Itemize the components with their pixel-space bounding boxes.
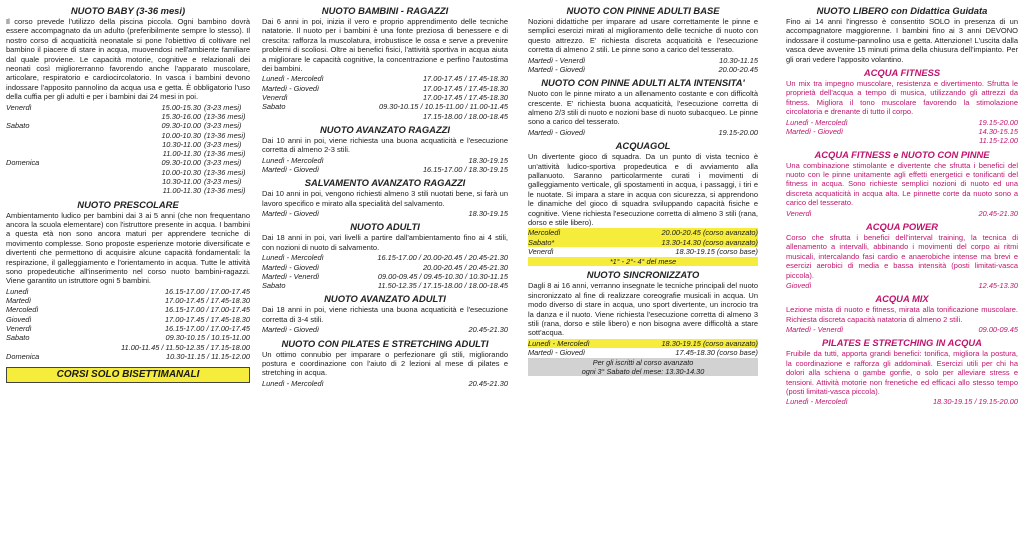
schedule-time: 09.00-09.45 (978, 325, 1018, 335)
schedule-row (6, 305, 250, 314)
section-title: NUOTO BABY (3-36 mesi) (70, 5, 186, 16)
schedule-row (528, 339, 758, 348)
schedule-day: Domenica (6, 158, 40, 168)
schedule-row (262, 84, 508, 93)
schedule-day: Martedì - Giovedì (262, 325, 320, 335)
schedule-time: 15.30-16.00 (161, 111, 201, 121)
schedule-age: (3-23 mesi) (204, 177, 242, 187)
schedule-row (6, 315, 250, 324)
schedule (262, 209, 508, 218)
schedule-time: 09.30-10.15 / 10.15-11.00 / 11.00-11.45 (378, 102, 508, 112)
section-text: Dai 10 anni in poi, vengono richiesti almeno 3 stili nuotati bene, si farà un lavoro specifico e mirato alla specialità del salvamento. (262, 189, 508, 208)
schedule-time: 11.50-12.35 / 17.15-18.00 / 18.00-18.45 (377, 281, 508, 291)
section-title: NUOTO CON PILATES E STRETCHING ADULTI (281, 337, 489, 349)
section-nuoto-avanzato-adulti (262, 293, 508, 334)
schedule-day: Sabato (262, 281, 286, 291)
schedule-time: 17.00-17.45 / 17.45-18.30 (422, 93, 508, 103)
schedule-row (786, 118, 1018, 127)
schedule-row (262, 112, 508, 121)
schedule-time: 17.15-18.00 / 18.00-18.45 (422, 111, 508, 121)
schedule-age: (13-36 mesi) (204, 130, 246, 140)
schedule-day: Lunedì - Mercoledì (786, 397, 848, 407)
schedule-row (6, 168, 250, 177)
schedule-time: 09.30-10.00 (161, 121, 201, 131)
schedule-day (6, 168, 76, 177)
section-fitness-pinne (786, 149, 1018, 218)
schedule-day: Martedì - Venerdì (786, 325, 844, 335)
section-text: Un divertente gioco di squadra. Da un punto di vista tecnico è un'attività ludico-sportiva propedeutica e di avviamento alla pallanuoto. Saranno particolarmente curati i movimenti di galleggiamento verticale, gli spostamenti in acqua, i passaggi, i tiri e le nuotate. Si impara a stare in acqua con sicurezza, si apprendono le dinamiche del gioco di squadra sviluppando capacità fisiche e cognitive. Viene richiesta l'esecuzione corretta di almeno 3 stili (rana, dorso e stile libero). (528, 152, 758, 227)
schedule-row (262, 102, 508, 111)
schedule-row (6, 333, 250, 342)
schedule-day: Martedì - Venerdì (262, 271, 320, 281)
schedule-row (6, 158, 250, 167)
section-text: Ambientamento ludico per bambini dai 3 ai 5 anni (che non frequentano ancora la scuola elementare) con l'istruttore presente in acqua. I bambini a questa età non sono ancora maturi per apprendere tecniche di movimento complesse. Sono proposte esperienze motorie diversificate e divertenti che permettono di acquisire alcune capacità fondamentali: la respirazione, il galleggiamento e l'orientamento in acqua. Tutte le attività sono propedeutiche all'inserimento nel corso nuoto bambini-ragazzi. Viene garantito un istruttore ogni 5 bambini. (6, 210, 250, 286)
schedule-time: 19.15-20.00 (978, 117, 1018, 127)
schedule-row (262, 325, 508, 334)
section-text: Un mix tra impegno muscolare, resistenza e divertimento. Sfrutta le proprietà dell'acqua a tempo di musica, utilizzando gli attrezzi da fitness. Migliora il tono muscolare favorendo la stimolazione circolatoria e drenante di tutto il corpo. (786, 79, 1018, 117)
schedule-day: Lunedì - Mercoledì (262, 155, 324, 165)
section-pinne-alta-intensita (528, 77, 758, 137)
schedule-row (262, 272, 508, 281)
schedule-time: 10.30-11.15 (719, 55, 758, 65)
schedule-row (6, 324, 250, 333)
schedule-time: 10.00-10.30 (161, 130, 201, 140)
section-title: ACQUA MIX (875, 293, 929, 305)
sincronizzato-note-2: ogni 3° Sabato del mese: 13.30-14.30 (528, 367, 758, 376)
section-title: NUOTO AVANZATO RAGAZZI (319, 123, 451, 135)
schedule-day: Lunedì - Mercoledì (262, 378, 324, 388)
schedule-day (6, 131, 76, 140)
schedule-row (262, 253, 508, 262)
schedule-time: 11.15-12.00 (979, 136, 1018, 146)
schedule-time: 18.30-19.15 (468, 155, 508, 165)
section-acqua-power (786, 221, 1018, 290)
schedule-time: 11.00-11.30 (162, 149, 201, 159)
section-nuoto-prescolare (6, 199, 250, 362)
schedule-day: Martedì - Giovedì (262, 209, 320, 219)
section-acqua-mix (786, 293, 1018, 334)
schedule-day: Lunedì - Mercoledì (262, 74, 324, 84)
schedule-row (6, 140, 250, 149)
section-title: ACQUA FITNESS (863, 67, 941, 79)
schedule-day: Sabato (6, 333, 30, 343)
schedule (262, 325, 508, 334)
section-text: Dai 10 anni in poi, viene richiesta una buona acquaticità e l'esecuzione corretta di almeno 2-3 stili. (262, 135, 508, 155)
schedule (786, 397, 1018, 406)
schedule-time: 11.00-11.45 / 11.50-12.35 / 17.15-18.00 (120, 342, 250, 352)
schedule-time: 14.30-15.15 (978, 126, 1018, 136)
acquagol-note: *1° - 2°- 4° del mese (528, 257, 758, 266)
schedule-row (6, 149, 250, 158)
schedule (262, 74, 508, 120)
bisettimanali-banner: CORSI SOLO BISETTIMANALI (6, 367, 250, 383)
schedule-day: Lunedì - Mercoledì (528, 338, 590, 348)
sincronizzato-note-1: Per gli iscritti al corso avanzato (528, 358, 758, 367)
schedule-day: Sabato (262, 102, 286, 112)
section-pilates-stretching (786, 337, 1018, 406)
schedule-day: Sabato* (528, 237, 555, 247)
schedule-day: Domenica (6, 351, 40, 361)
schedule-time: 18.30-19.15 (468, 209, 508, 219)
schedule-row (6, 131, 250, 140)
section-nuoto-adulti (262, 221, 508, 290)
schedule-time: 17.00-17.45 / 17.45-18.30 (164, 296, 250, 306)
section-title: NUOTO CON PINNE ADULTI ALTA INTENSITA' (541, 77, 745, 89)
section-text: Dai 18 anni in poi, vari livelli a partire dall'ambientamento fino ai 4 stili, con nozioni di nuoto di salvamento. (262, 233, 508, 252)
schedule-day (6, 149, 76, 158)
schedule-day (786, 136, 856, 145)
schedule-age: (3-23 mesi) (204, 121, 242, 131)
column-4 (786, 4, 1018, 533)
schedule (262, 156, 508, 175)
section-text: Dai 18 anni in poi, viene richiesta una buona acquaticità e l'esecuzione corretta di 3-4 stili. (262, 305, 508, 324)
schedule-row (6, 103, 250, 112)
schedule-time: 17.00-17.45 / 17.45-18.30 (164, 314, 250, 324)
section-acquagol (528, 140, 758, 266)
schedule-time: 10.00-10.30 (161, 167, 201, 177)
schedule-time: 17.45-18.30 (corso base) (675, 348, 758, 358)
section-title: NUOTO PRESCOLARE (77, 198, 179, 210)
schedule-day: Lunedì (6, 286, 29, 296)
section-salvamento (262, 177, 508, 218)
section-text: Lezione mista di nuoto e fitness, mirata alla tonificazione muscolare. Richiesta discreta capacità natatoria di almeno 2 stili. (786, 305, 1018, 324)
schedule-day: Lunedì - Mercoledì (262, 253, 324, 263)
column-2 (262, 4, 508, 533)
column-3 (528, 4, 758, 533)
column-1 (6, 4, 250, 533)
schedule (786, 281, 1018, 290)
schedule-row (262, 156, 508, 165)
schedule-row (528, 348, 758, 357)
schedule (262, 253, 508, 290)
schedule-row (786, 325, 1018, 334)
schedule-day: Martedì - Giovedì (262, 262, 320, 272)
schedule-day (6, 177, 76, 186)
schedule-day (6, 112, 76, 121)
schedule-age: (13-36 mesi) (204, 111, 246, 121)
schedule-time: 16.15-17.00 / 18.30-19.15 (422, 165, 508, 175)
section-text: Nozioni didattiche per imparare ad usare correttamente le pinne e semplici esercizi mirati al miglioramento delle tecniche di nuoto con questo attrezzo. E' richiesta discreta acquaticità e l'esecuzione corretta di almeno 2 stili. Le pinne sono a carico del tesserato. (528, 17, 758, 55)
schedule-day: Martedì - Venerdì (528, 55, 586, 65)
schedule-age: (13-36 mesi) (204, 149, 246, 159)
schedule-time: 12.45-13.30 (978, 280, 1018, 290)
schedule (528, 128, 758, 137)
schedule-age: (3-23 mesi) (204, 102, 242, 112)
schedule-time: 16.15-17.00 / 17.00-17.45 (164, 286, 250, 296)
schedule-row (6, 177, 250, 186)
schedule-row (528, 238, 758, 247)
section-title: NUOTO LIBERO con Didattica Guidata (816, 5, 988, 16)
schedule-time: 20.45-21.30 (978, 208, 1018, 218)
section-title: NUOTO CON PINNE ADULTI BASE (566, 5, 720, 16)
schedule-row (262, 281, 508, 290)
schedule-time: 09.30-10.00 (161, 158, 201, 168)
schedule-time: 19.15-20.00 (718, 127, 758, 137)
section-text: Fino ai 14 anni l'ingresso è consentito SOLO in presenza di un accompagnatore maggiorenne. I bambini fino ai 3 anni DEVONO indossare il costume-pannolino usa e getta. Attenzione! L'uscita dalla vasca deve avvenire 15 minuti prima della chiusura dell'impianto. Per gli orari vedere l'apposito volantino. (786, 17, 1018, 64)
schedule-time: 09.30-10.15 / 10.15-11.00 (165, 333, 250, 343)
schedule-row (786, 209, 1018, 218)
schedule-row (528, 128, 758, 137)
schedule-day: Venerdì (6, 102, 32, 112)
schedule-day: Mercoledì (528, 228, 561, 238)
schedule (786, 325, 1018, 334)
schedule-row (786, 397, 1018, 406)
schedule-row (528, 228, 758, 237)
schedule-row (6, 296, 250, 305)
schedule-row (262, 165, 508, 174)
schedule-day (6, 343, 76, 352)
section-nuoto-pilates-adulti (262, 338, 508, 389)
section-nuoto-avanzato-ragazzi (262, 124, 508, 174)
schedule (262, 379, 508, 388)
schedule (786, 118, 1018, 146)
schedule-age: (13-36 mesi) (204, 186, 246, 196)
section-nuoto-libero (786, 5, 1018, 64)
section-nuoto-sincronizzato (528, 269, 758, 376)
section-title: ACQUAGOL (615, 140, 671, 152)
section-text: Dai 6 anni in poi, inizia il vero e proprio apprendimento delle tecniche natatorie. Il nuoto per i bambini è una fonte preziosa di benessere e di crescita: rafforza la muscolatura, irrobustisce le ossa e serve a prevenire problemi di scoliosi. Oltre ai benefici fisici, l'attività sportiva in acqua aiuta a migliorare le capacità cognitive, la concentrazione e perfino l'autostima dei bambini. (262, 17, 508, 74)
section-pinne-base (528, 5, 758, 74)
schedule-row (6, 112, 250, 121)
schedule-row (6, 287, 250, 296)
schedule (528, 339, 758, 358)
schedule-time: 13.30-14.30 (corso avanzato) (661, 237, 758, 247)
section-title: ACQUA POWER (865, 220, 939, 232)
schedule-time: 16.15-17.00 / 20.00-20.45 / 20.45-21.30 (377, 253, 508, 263)
schedule-row (6, 121, 250, 130)
schedule-row (786, 127, 1018, 136)
schedule-time: 20.45-21.30 (468, 325, 508, 335)
section-text: Corso che sfrutta i benefici dell'interval training, la tecnica di allenamento a intervalli, abbinando i movimenti del corpo ai ritmi musicali, intercalando fasi cardio e anaerobiche intense ma brevi e esercizi aerobici di media e bassa intensità (posti limitati-vasca piccola). (786, 232, 1018, 280)
schedule-time: 18.30-19.15 / 19.15-20.00 (932, 397, 1018, 407)
schedule-row (262, 93, 508, 102)
section-text: Nuoto con le pinne mirato a un allenamento costante e con difficoltà crescente. E' richiesta buona acquaticità, l'esecuzione corretta di almeno 2/3 stili di nuoto e nozioni base di nuoto subacqueo. Le pinne sono a carico del tesserato. (528, 89, 758, 127)
schedule-day: Venerdì (528, 246, 554, 256)
section-text: Un ottimo connubio per imparare o perfezionare gli stili, migliorando postura e coordinazione con l'aiuto di 2 lezioni al mese di pilates e stretching in acqua. (262, 349, 508, 378)
section-title: PILATES E STRETCHING IN ACQUA (822, 337, 982, 349)
schedule-day: Martedì (6, 296, 32, 306)
schedule-row (6, 352, 250, 361)
schedule-day: Lunedì - Mercoledì (786, 117, 848, 127)
schedule-day: Venerdì (786, 208, 812, 218)
schedule-time: 10.30-11.15 / 11.15-12.00 (166, 351, 250, 361)
schedule-day: Martedì - Giovedì (786, 126, 844, 136)
schedule (786, 209, 1018, 218)
section-title: NUOTO BAMBINI - RAGAZZI (321, 5, 449, 16)
schedule-age: (13-36 mesi) (204, 167, 246, 177)
schedule-day: Martedì - Giovedì (528, 64, 586, 74)
schedule-row (262, 209, 508, 218)
section-title: NUOTO SINCRONIZZATO (586, 269, 700, 281)
schedule-time: 16.15-17.00 / 17.00-17.45 (164, 305, 250, 315)
schedule-day (262, 112, 332, 121)
schedule-day: Giovedì (6, 314, 32, 324)
schedule-row (262, 379, 508, 388)
schedule-row (6, 186, 250, 195)
schedule-day: Martedì - Giovedì (528, 127, 586, 137)
schedule-day: Mercoledì (6, 305, 39, 315)
schedule-row (786, 136, 1018, 145)
schedule-day (6, 140, 76, 149)
schedule-age: (3-23 mesi) (204, 158, 242, 168)
section-text: Dagli 8 ai 16 anni, verranno insegnate le tecniche principali del nuoto sincronizzato al fine di realizzare coreografie musicali in acqua. Un modo diverso di stare in acqua, uno sport divertente, un incrocio tra la danza e il nuoto. Viene richiesta l'esecuzione corretta di almeno 3 stili (rana, dorso e stile libero) e non bisogna avere difficoltà a stare sott'acqua. (528, 281, 758, 338)
section-nuoto-bambini-ragazzi (262, 5, 508, 121)
schedule-time: 17.00-17.45 / 17.45-18.30 (422, 74, 508, 84)
schedule-time: 10.30-11.00 (162, 177, 201, 187)
schedule-time: 20.45-21.30 (468, 378, 508, 388)
schedule (528, 228, 758, 256)
section-title: NUOTO ADULTI (350, 221, 420, 233)
schedule-row (262, 74, 508, 83)
schedule-day: Venerdì (262, 93, 288, 103)
schedule-time: 17.00-17.45 / 17.45-18.30 (422, 83, 508, 93)
schedule-row (6, 343, 250, 352)
section-title: ACQUA FITNESS e NUOTO CON PINNE (814, 148, 990, 160)
schedule-time: 16.15-17.00 / 17.00-17.45 (164, 324, 250, 334)
schedule-age: (3-23 mesi) (204, 139, 242, 149)
schedule-time: 11.00-11.30 (162, 186, 201, 196)
schedule-row (528, 56, 758, 65)
schedule-time: 10.30-11.00 (162, 139, 201, 149)
schedule-time: 20.00-20.45 / 20.45-21.30 (422, 262, 508, 272)
schedule (6, 287, 250, 361)
section-nuoto-baby (6, 5, 250, 196)
schedule-time: 15.00-15.30 (161, 102, 201, 112)
section-text: Il corso prevede l'utilizzo della piscina piccola. Ogni bambino dovrà essere accompagnato da un adulto (preferibilmente sempre lo stesso). Il nostro corso di acquaticità neonatale si pone l'obiettivo di coltivare nel bambino il piacere di stare in acqua, muovendosi nell'ambiente familiare dal quale proviene. Le capacità motorie, cognitive e relazionali dei neonati così migliorerranno favorendo anche l'apparato muscolare, articolare, respiratorio e cardiocircolatorio. In vasca i bambini devono indossare l'apposito pannolino da acqua usa e getta. È obbligatorio l'uso della cuffia per gli adulti e per i bambini dai 24 mesi in poi. (6, 17, 250, 102)
schedule-day: Sabato (6, 121, 30, 131)
schedule-day: Giovedì (786, 280, 812, 290)
schedule (6, 103, 250, 196)
schedule-time: 18.30-19.15 (corso avanzato) (661, 338, 758, 348)
schedule-time: 20.00-20.45 (718, 64, 758, 74)
section-acqua-fitness (786, 67, 1018, 146)
schedule-day: Martedì - Giovedì (262, 83, 320, 93)
schedule-day: Martedì - Giovedì (262, 165, 320, 175)
schedule-row (528, 247, 758, 256)
schedule-time: 09.00-09.45 / 09.45-10.30 / 10.30-11.15 (377, 271, 508, 281)
schedule (528, 56, 758, 75)
section-title: NUOTO AVANZATO ADULTI (324, 293, 446, 305)
schedule-row (528, 65, 758, 74)
schedule-row (262, 263, 508, 272)
schedule-row (786, 281, 1018, 290)
section-title: SALVAMENTO AVANZATO RAGAZZI (304, 177, 466, 189)
schedule-day: Venerdì (6, 324, 32, 334)
schedule-day: Martedì - Giovedì (528, 348, 586, 358)
schedule-time: 18.30-19.15 (corso base) (675, 246, 758, 256)
section-text: Fruibile da tutti, apporta grandi benefici: tonifica, migliora la postura, la coordinazione e rafforza gli addominali. Esercizi utili per chi ha dolori alla schiena o gambe gonfie, o solo per alleviare stress e tensioni. Attività motorie non frenetiche ed efficaci allo stesso tempo (posti limitati-vasca piccola). (786, 349, 1018, 396)
schedule-day (6, 186, 76, 195)
schedule-time: 20.00-20.45 (corso avanzato) (661, 228, 758, 238)
section-text: Una combinazione stimolante e divertente che sfrutta i benefici del nuoto con le pinne unitamente agli effetti energetici e tonificanti del fitness in acqua. Sono richieste semplici nozioni di nuoto ed una discreta acquaticità in acqua alta. Le pinnette corte da nuoto sono a carico del tesserato. (786, 160, 1018, 208)
